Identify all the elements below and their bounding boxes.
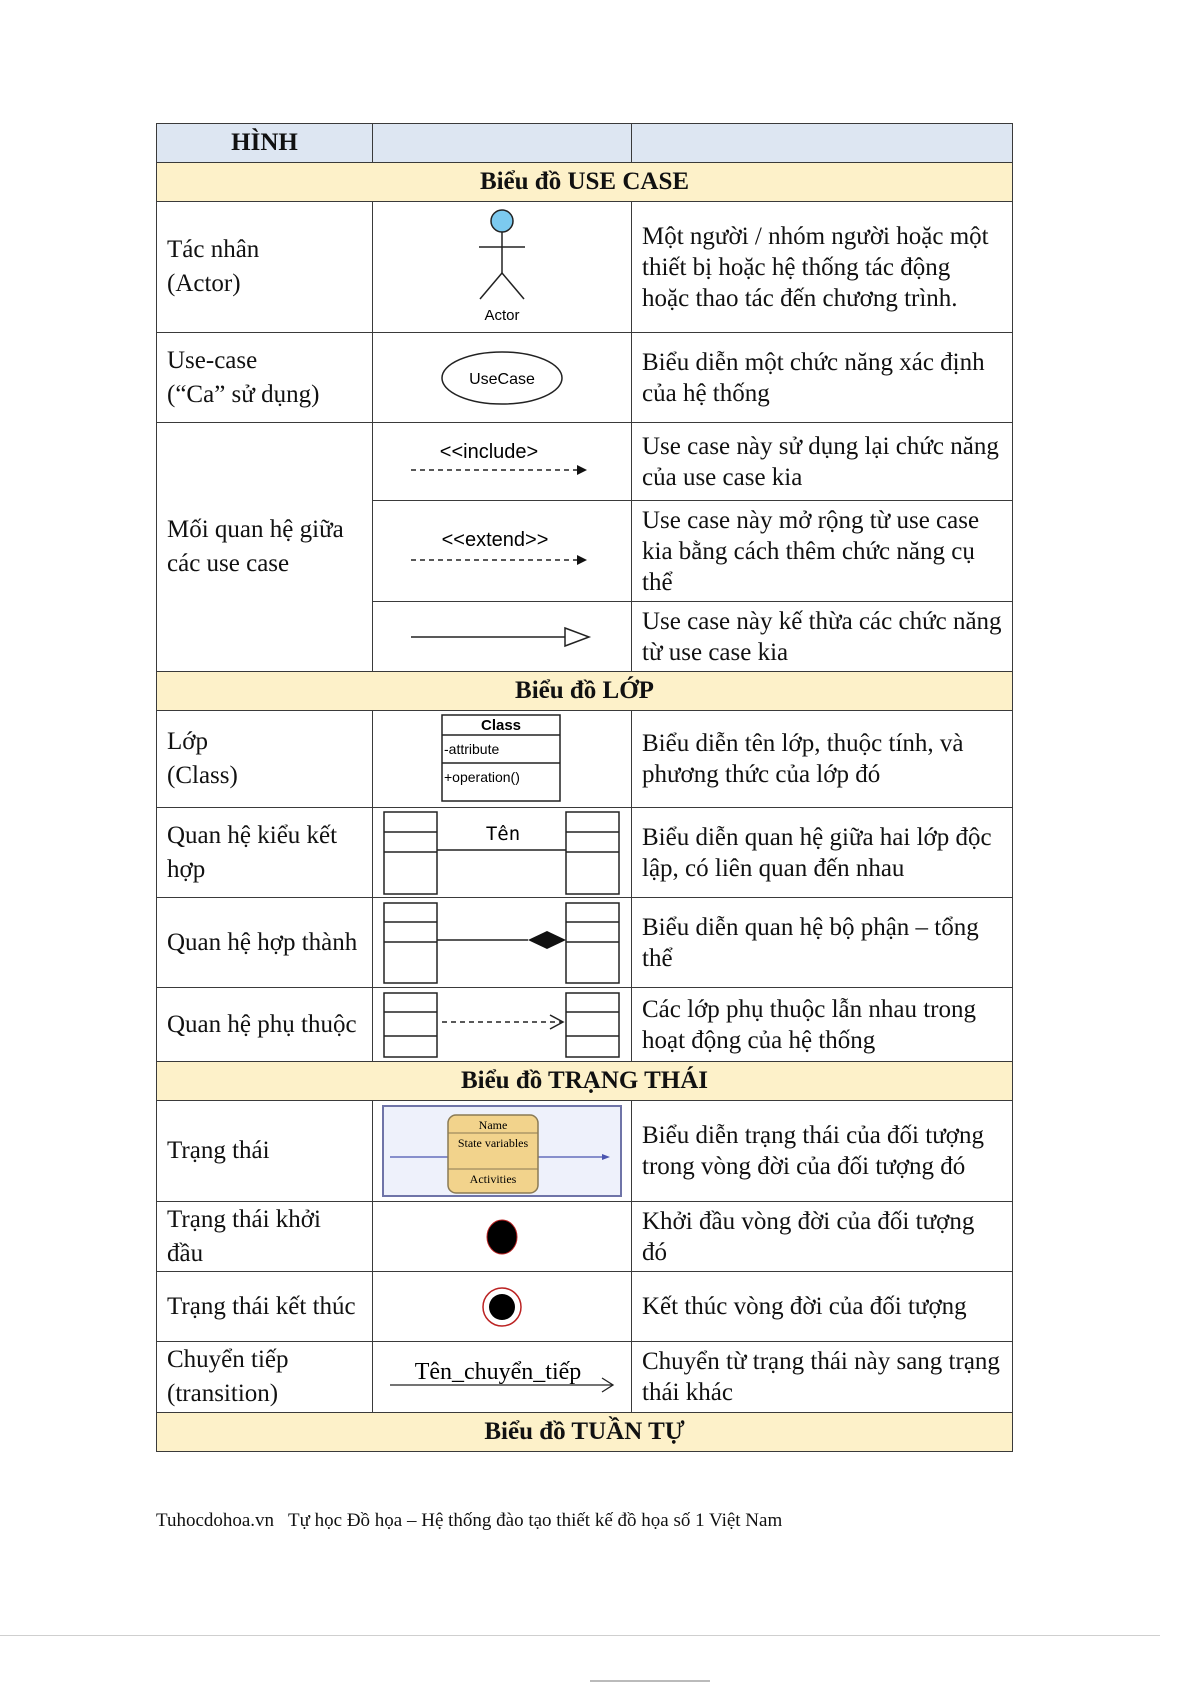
row-name: Use-case (“Ca” sử dụng) [157, 333, 373, 423]
row-name: Trạng thái kết thúc [157, 1272, 373, 1342]
section-class [157, 672, 1013, 711]
table-row-association [157, 808, 1013, 898]
row-desc: Biểu diễn tên lớp, thuộc tính, và phương thức của lớp đó [632, 711, 1013, 808]
header-col3 [632, 124, 1013, 163]
section-state [157, 1062, 1013, 1101]
dependency-figure [373, 988, 632, 1062]
final-state-icon [480, 1285, 524, 1329]
include-figure [373, 423, 632, 501]
row-name: Trạng thái khởi đầu [157, 1202, 373, 1272]
row-name: Chuyển tiếp (transition) [157, 1342, 373, 1413]
generalization-arrow-icon [407, 622, 597, 652]
row-name: Quan hệ hợp thành [157, 898, 373, 988]
class-figure [373, 711, 632, 808]
footer-tagline: Tự học Đồ họa – Hệ thống đào tạo thiết kế đồ họa số 1 Việt Nam [287, 1510, 783, 1531]
table-row-composition [157, 898, 1013, 988]
section-title: Biểu đồ TUẦN TỰ [157, 1413, 1013, 1452]
page-edge-mark [590, 1680, 710, 1682]
row-desc: Khởi đầu vòng đời của đối tượng đó [632, 1202, 1013, 1272]
association-figure [373, 808, 632, 898]
section-title: Biểu đồ LỚP [157, 672, 1013, 711]
composition-icon [380, 900, 624, 986]
row-desc: Biểu diễn quan hệ giữa hai lớp độc lập, có liên quan đến nhau [632, 808, 1013, 898]
table-row-dependency [157, 988, 1013, 1062]
row-desc: Biểu diễn một chức năng xác định của hệ thống [632, 333, 1013, 423]
header-figure: HÌNH [157, 124, 373, 163]
generalization-figure [373, 602, 632, 672]
extend-label: <<extend>> [441, 529, 549, 551]
row-name: Lớp (Class) [157, 711, 373, 808]
class-attribute: -attribute [444, 741, 500, 757]
row-desc: Các lớp phụ thuộc lẫn nhau trong hoạt động của hệ thống [632, 988, 1013, 1062]
table-row-usecase [157, 333, 1013, 423]
dependency-icon [380, 990, 624, 1060]
initial-state-icon [482, 1217, 522, 1257]
final-figure [373, 1272, 632, 1342]
include-label: <<include> [439, 440, 539, 463]
state-name-label: Name [478, 1118, 508, 1132]
class-box-icon [440, 713, 564, 805]
table-row-actor [157, 202, 1013, 333]
row-desc: Use case này sử dụng lại chức năng của use case kia [632, 423, 1013, 501]
transition-arrow-icon [380, 1347, 624, 1407]
table-row-initial [157, 1202, 1013, 1272]
transition-label: Tên_chuyển_tiếp [414, 1359, 582, 1385]
table-header-row [157, 124, 1013, 163]
initial-figure [373, 1202, 632, 1272]
association-icon [380, 810, 624, 896]
composition-figure [373, 898, 632, 988]
page-divider [0, 1635, 1160, 1636]
section-sequence [157, 1413, 1013, 1452]
row-desc: Chuyển từ trạng thái này sang trạng thái khác [632, 1342, 1013, 1413]
usecase-ellipse-icon [437, 348, 567, 408]
page-footer [156, 1510, 782, 1532]
header-col2 [373, 124, 632, 163]
row-desc: Biểu diễn quan hệ bộ phận – tổng thể [632, 898, 1013, 988]
section-title: Biểu đồ TRẠNG THÁI [157, 1062, 1013, 1101]
state-acts-label: Activities [469, 1172, 517, 1186]
row-desc: Kết thúc vòng đời của đối tượng [632, 1272, 1013, 1342]
footer-site[interactable]: Tuhocdohoa.vn [156, 1510, 275, 1531]
state-figure [373, 1101, 632, 1202]
row-name: Trạng thái [157, 1101, 373, 1202]
usecase-label: UseCase [469, 370, 535, 388]
actor-label: Actor [484, 307, 520, 324]
table-row-include [157, 423, 1013, 501]
row-desc: Biểu diễn trạng thái của đối tượng trong vòng đời của đối tượng đó [632, 1101, 1013, 1202]
table-row-final [157, 1272, 1013, 1342]
section-title: Biểu đồ USE CASE [157, 163, 1013, 202]
class-title: Class [480, 717, 522, 734]
row-name: Quan hệ kiểu kết hợp [157, 808, 373, 898]
class-operation: +operation() [444, 769, 520, 785]
row-desc: Use case này kế thừa các chức năng từ use case kia [632, 602, 1013, 672]
state-icon [380, 1103, 624, 1199]
row-desc: Một người / nhóm người hoặc một thiết bị hoặc hệ thống tác động hoặc thao tác đến chương trình. [632, 202, 1013, 333]
section-usecase [157, 163, 1013, 202]
transition-figure [373, 1342, 632, 1413]
include-arrow-icon [407, 440, 597, 484]
actor-figure [373, 202, 632, 333]
row-name: Tác nhân (Actor) [157, 202, 373, 333]
table-row-class [157, 711, 1013, 808]
row-name-relations: Mối quan hệ giữa các use case [157, 423, 373, 672]
row-desc: Use case này mở rộng từ use case kia bằng cách thêm chức năng cụ thể [632, 501, 1013, 602]
table-row-transition [157, 1342, 1013, 1413]
extend-arrow-icon [407, 526, 597, 576]
table-row-state [157, 1101, 1013, 1202]
row-name: Quan hệ phụ thuộc [157, 988, 373, 1062]
actor-icon [447, 207, 557, 327]
extend-figure [373, 501, 632, 602]
state-vars-label: State variables [457, 1136, 529, 1150]
association-label: Tên [485, 822, 521, 845]
usecase-figure [373, 333, 632, 423]
uml-notation-table [156, 123, 1013, 1452]
